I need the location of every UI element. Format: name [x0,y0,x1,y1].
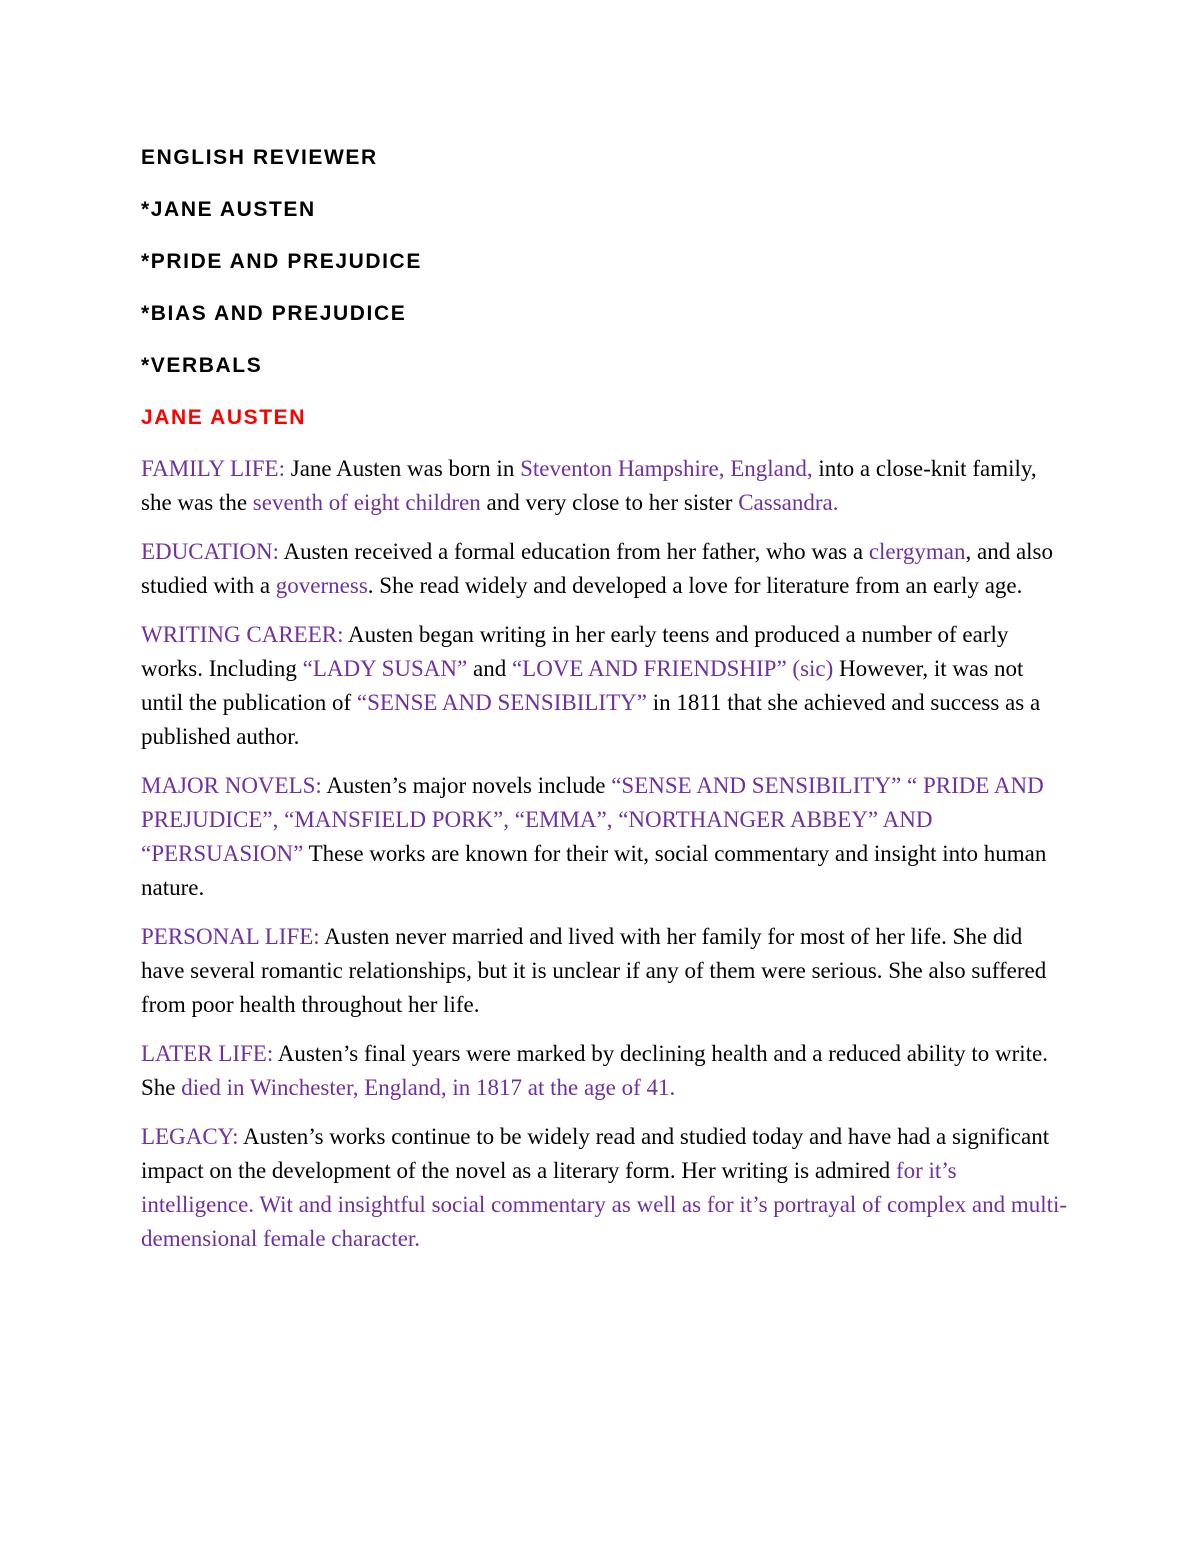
body-text: and [467,656,512,681]
paragraph-heading: FAMILY LIFE: [141,456,291,481]
body-text: in 1811 that she achieved and success as a published author. [141,690,1041,749]
body-text: Austen’s works continue to be widely read and studied today and have had a significant impact on the development of the novel as a literary form. Her writing is admired [141,1124,1050,1183]
body-text: However, it was not until the publication of [141,656,1024,715]
highlighted-text: Cassandra. [738,490,839,515]
body-text: Jane Austen was born in [290,456,521,481]
paragraph-list [141,452,1071,1256]
body-text: and very close to her sister [480,490,739,515]
body-text: These works are known for their wit, social commentary and insight into human nature. [141,841,1047,900]
document-title: ENGLISH REVIEWER [141,146,378,169]
highlighted-text: Steventon Hampshire, England, [520,456,813,481]
paragraph-heading: WRITING CAREER: [141,622,348,647]
body-text: Austen began writing in her early teens and produced a number of early works. Including [141,622,1009,681]
body-text: Austen’s major novels include [326,773,612,798]
paragraph-later-life [141,1037,1071,1105]
body-text: into a close-knit family, she was the [141,456,1037,515]
body-text: . She read widely and developed a love for literature from an early age. [367,573,1023,598]
paragraph-heading: EDUCATION: [141,539,284,564]
paragraph-legacy [141,1120,1071,1256]
body-text: Austen never married and lived with her family for most of her life. She did have several romantic relationships, but it is unclear if any of them were serious. She also suffered from poor health throughout her life. [141,924,1047,1017]
paragraph-heading: PERSONAL LIFE: [141,924,325,949]
section-title: JANE AUSTEN [141,406,307,429]
highlighted-text: “LOVE AND FRIENDSHIP” (sic) [511,656,834,681]
paragraph-major-novels [141,769,1071,905]
highlighted-text: seventh of eight children [252,490,481,515]
topic-item: *BIAS AND PREJUDICE [141,302,407,325]
highlighted-text: for it’s intelligence. Wit and insightful social commentary as well as for it’s portrayal of complex and multi-demensional female character. [141,1158,1068,1251]
highlighted-text: clergyman [868,539,966,564]
highlighted-text: “SENSE AND SENSIBILITY” “ PRIDE AND PREJUDICE”, “MANSFIELD PORK”, “EMMA”, “NORTHANGER ABBEY” AND “PERSUASION” [141,773,1044,866]
highlighted-text: died in Winchester, England, in 1817 at the age of 41. [181,1075,676,1100]
document-content [141,140,1071,1271]
topic-item: *PRIDE AND PREJUDICE [141,250,422,273]
body-text: Austen received a formal education from her father, who was a [283,539,869,564]
paragraph-heading: LEGACY: [141,1124,244,1149]
paragraph-education [141,535,1071,603]
paragraph-heading: LATER LIFE: [141,1041,278,1066]
paragraph-writing-career [141,618,1071,754]
highlighted-text: “SENSE AND SENSIBILITY” [356,690,647,715]
paragraph-personal-life [141,920,1071,1022]
topic-item: *VERBALS [141,354,263,377]
highlighted-text: governess [275,573,368,598]
highlighted-text: “LADY SUSAN” [302,656,468,681]
body-text: Austen’s final years were marked by declining health and a reduced ability to write. She [141,1041,1048,1100]
paragraph-heading: MAJOR NOVELS: [141,773,327,798]
paragraph-family-life [141,452,1071,520]
topic-item: *JANE AUSTEN [141,198,316,221]
body-text: , and also studied with a [141,539,1053,598]
